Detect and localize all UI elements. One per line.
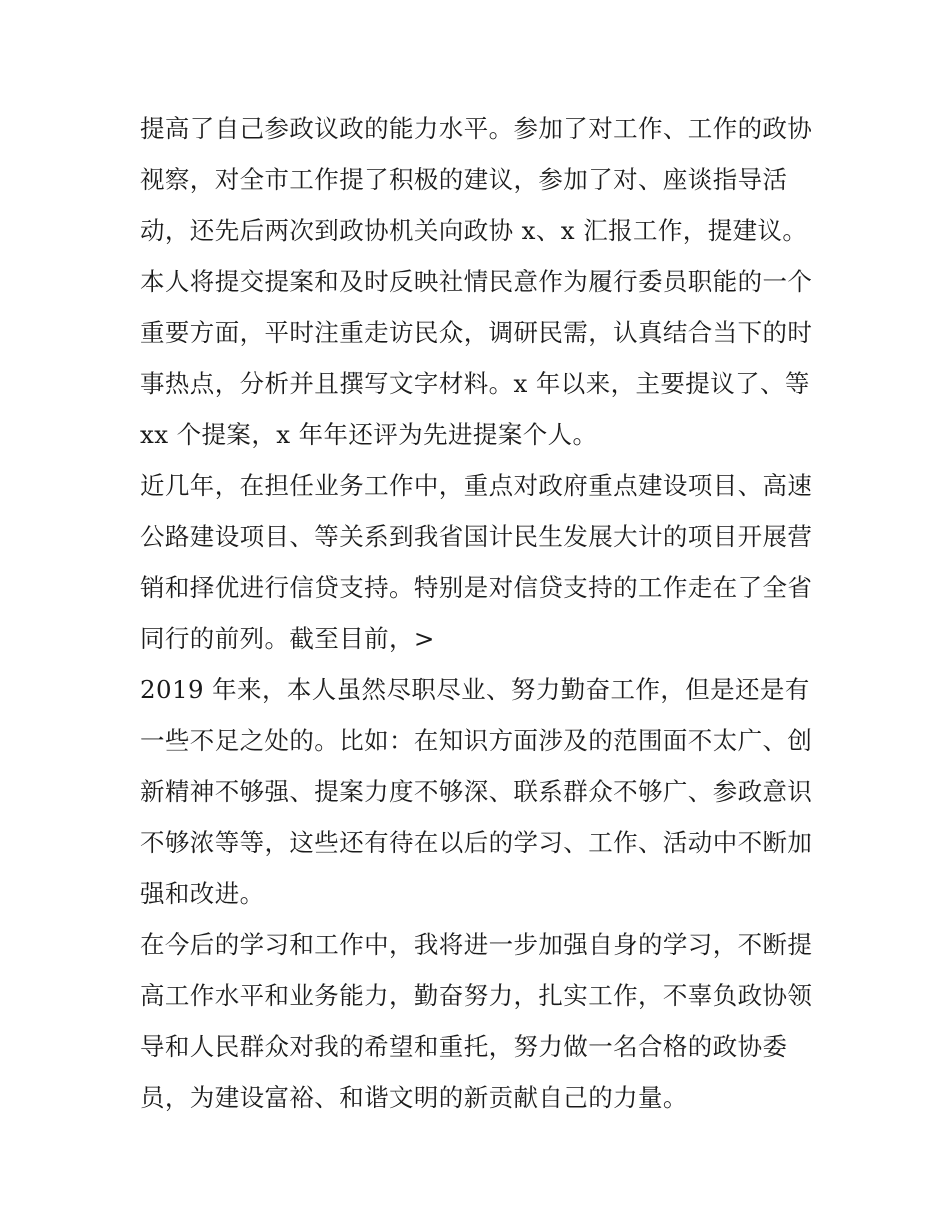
text-line: 本人将提交提案和及时反映社情民意作为履行委员职能的一个 <box>140 267 813 296</box>
text-line: 新精神不够强、提案力度不够深、联系群众不够广、参政意识 <box>140 777 813 806</box>
text-line: 近几年，在担任业务工作中，重点对政府重点建设项目、高速 <box>140 471 813 500</box>
text-line: 一些不足之处的。比如：在知识方面涉及的范围面不太广、创 <box>140 726 813 755</box>
text-line: 动，还先后两次到政协机关向政协 x、x 汇报工作，提建议。 <box>140 216 808 245</box>
text-line: 员，为建设富裕、和谐文明的新贡献自己的力量。 <box>140 1083 688 1112</box>
text-line: 销和择优进行信贷支持。特别是对信贷支持的工作走在了全省 <box>140 573 813 602</box>
text-line: 视察，对全市工作提了积极的建议，参加了对、座谈指导活 <box>140 165 788 194</box>
text-line: 强和改进。 <box>140 879 265 908</box>
text-line: 同行的前列。截至目前，> <box>140 624 435 653</box>
text-line: 提高了自己参政议政的能力水平。参加了对工作、工作的政协 <box>140 114 813 143</box>
text-line: 事热点，分析并且撰写文字材料。x 年以来，主要提议了、等 <box>140 369 810 398</box>
text-line: 在今后的学习和工作中，我将进一步加强自身的学习，不断提 <box>140 930 813 959</box>
text-line: 高工作水平和业务能力，勤奋努力，扎实工作，不辜负政协领 <box>140 981 813 1010</box>
text-line: xx 个提案，x 年年还评为先进提案个人。 <box>140 420 598 449</box>
text-line: 公路建设项目、等关系到我省国计民生发展大计的项目开展营 <box>140 522 813 551</box>
text-line: 不够浓等等，这些还有待在以后的学习、工作、活动中不断加 <box>140 828 813 857</box>
text-line: 2019 年来，本人虽然尽职尽业、努力勤奋工作，但是还是有 <box>140 675 810 704</box>
text-line: 导和人民群众对我的希望和重托，努力做一名合格的政协委 <box>140 1032 788 1061</box>
document-body <box>140 103 812 1123</box>
text-line: 重要方面，平时注重走访民众，调研民需，认真结合当下的时 <box>140 318 813 347</box>
